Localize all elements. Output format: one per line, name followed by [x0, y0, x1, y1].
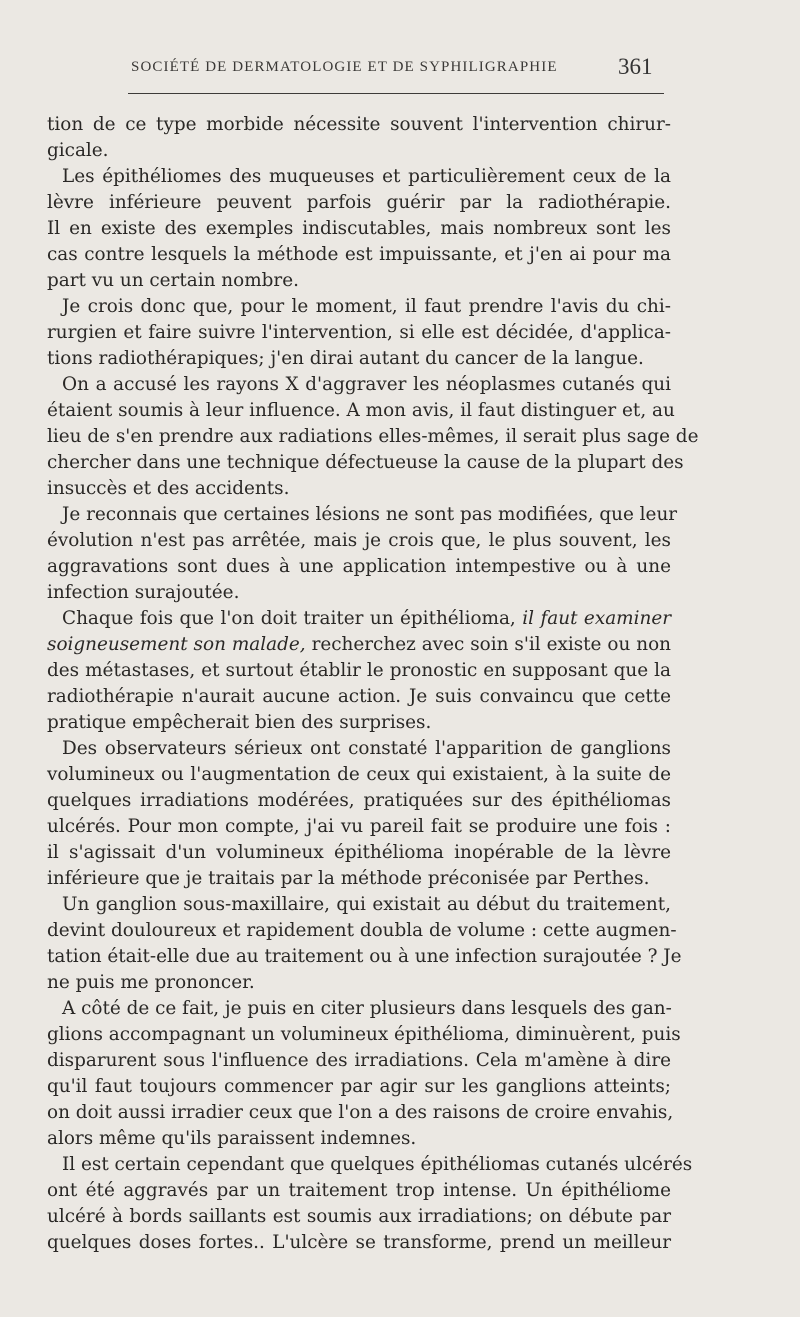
paragraph — [47, 502, 678, 606]
text-run: Chaque fois que l'on doit traiter un épithélioma, — [62, 608, 516, 629]
paragraph — [47, 606, 671, 736]
text-line: On a accusé les rayons X d'aggraver les néoplasmes cutanés qui — [62, 374, 671, 395]
text-line: Les épithéliomes des muqueuses et particulièrement ceux de la — [62, 166, 671, 187]
text-line: inférieure que je traitais par la méthode préconisée par Perthes. — [47, 868, 650, 889]
paragraph — [47, 996, 681, 1152]
page-number: 361 — [618, 54, 653, 79]
paragraph — [47, 892, 682, 996]
running-title: SOCIÉTÉ DE DERMATOLOGIE ET DE SYPHILIGRAPHIE — [131, 59, 558, 75]
text-line: volumineux ou l'augmentation de ceux qui existaient, à la suite de — [47, 764, 671, 785]
text-line: on doit aussi irradier ceux que l'on a des raisons de croire envahis, — [47, 1102, 674, 1123]
text-line: lèvre inférieure peuvent parfois guérir par la radiothérapie. — [47, 192, 671, 213]
text-run: recherchez avec soin s'il existe ou non — [311, 634, 671, 655]
text-line: rurgien et faire suivre l'intervention, si elle est décidée, d'applica- — [47, 322, 671, 343]
text-line: radiothérapie n'aurait aucune action. Je suis convaincu que cette — [47, 686, 671, 707]
text-line: lieu de s'en prendre aux radiations elles-mêmes, il serait plus sage de — [47, 426, 699, 447]
text-line: Un ganglion sous-maxillaire, qui existait au début du traitement, — [62, 894, 671, 915]
italic-run: il faut examiner — [522, 608, 671, 629]
body-text — [47, 112, 699, 1256]
text-line: tions radiothérapiques; j'en dirai autant du cancer de la langue. — [47, 348, 644, 369]
text-line: évolution n'est pas arrêtée, mais je crois que, le plus souvent, les — [47, 530, 671, 551]
text-line: part vu un certain nombre. — [47, 270, 299, 291]
text-line: disparurent sous l'influence des irradiations. Cela m'amène à dire — [47, 1050, 671, 1071]
text-line: glions accompagnant un volumineux épithélioma, diminuèrent, puis — [47, 1024, 681, 1045]
paragraph — [47, 1152, 693, 1256]
paragraph — [47, 112, 671, 164]
page-header — [0, 56, 800, 86]
text-line: tation était-elle due au traitement ou à une infection surajoutée ? Je — [47, 946, 682, 967]
text-line: il s'agissait d'un volumineux épithélioma inopérable de la lèvre — [47, 842, 671, 863]
text-line: chercher dans une technique défectueuse la cause de la plupart des — [47, 452, 684, 473]
text-line: aggravations sont dues à une application intempestive ou à une — [47, 556, 671, 577]
text-line — [47, 632, 671, 658]
text-line: gicale. — [47, 140, 109, 161]
text-line: A côté de ce fait, je puis en citer plusieurs dans lesquels des gan- — [62, 998, 672, 1019]
text-line: Il en existe des exemples indiscutables, mais nombreux sont les — [47, 218, 671, 239]
text-line: Je reconnais que certaines lésions ne sont pas modifiées, que leur — [62, 504, 678, 525]
header-rule — [128, 93, 664, 94]
text-line: des métastases, et surtout établir le pronostic en supposant que la — [47, 660, 671, 681]
text-line: qu'il faut toujours commencer par agir sur les ganglions atteints; — [47, 1076, 671, 1097]
italic-run: soigneusement son malade, — [47, 634, 306, 655]
text-line: alors même qu'ils paraissent indemnes. — [47, 1128, 417, 1149]
paragraph — [47, 372, 699, 502]
text-line: étaient soumis à leur influence. A mon avis, il faut distinguer et, au — [47, 400, 675, 421]
text-line: Des observateurs sérieux ont constaté l'apparition de ganglions — [62, 738, 671, 759]
paragraph — [47, 736, 671, 892]
paragraph — [47, 164, 671, 294]
text-line: ne puis me prononcer. — [47, 972, 255, 993]
text-line: ulcéré à bords saillants est soumis aux irradiations; on débute par — [47, 1206, 671, 1227]
text-line — [47, 606, 671, 632]
text-line: tion de ce type morbide nécessite souvent l'intervention chirur- — [47, 114, 671, 135]
text-line: Je crois donc que, pour le moment, il faut prendre l'avis du chi- — [62, 296, 671, 317]
text-line: infection surajoutée. — [47, 582, 240, 603]
text-line: cas contre lesquels la méthode est impuissante, et j'en ai pour ma — [47, 244, 671, 265]
text-line: insuccès et des accidents. — [47, 478, 290, 499]
text-line: Il est certain cependant que quelques épithéliomas cutanés ulcérés — [62, 1154, 693, 1175]
text-line: pratique empêcherait bien des surprises. — [47, 712, 432, 733]
text-line: ont été aggravés par un traitement trop intense. Un épithéliome — [47, 1180, 671, 1201]
text-line: ulcérés. Pour mon compte, j'ai vu pareil fait se produire une fois : — [47, 816, 671, 837]
text-line: quelques doses fortes.. L'ulcère se transforme, prend un meilleur — [47, 1232, 671, 1253]
text-line: quelques irradiations modérées, pratiquées sur des épithéliomas — [47, 790, 671, 811]
paragraph — [47, 294, 671, 372]
text-line: devint douloureux et rapidement doubla de volume : cette augmen- — [47, 920, 677, 941]
